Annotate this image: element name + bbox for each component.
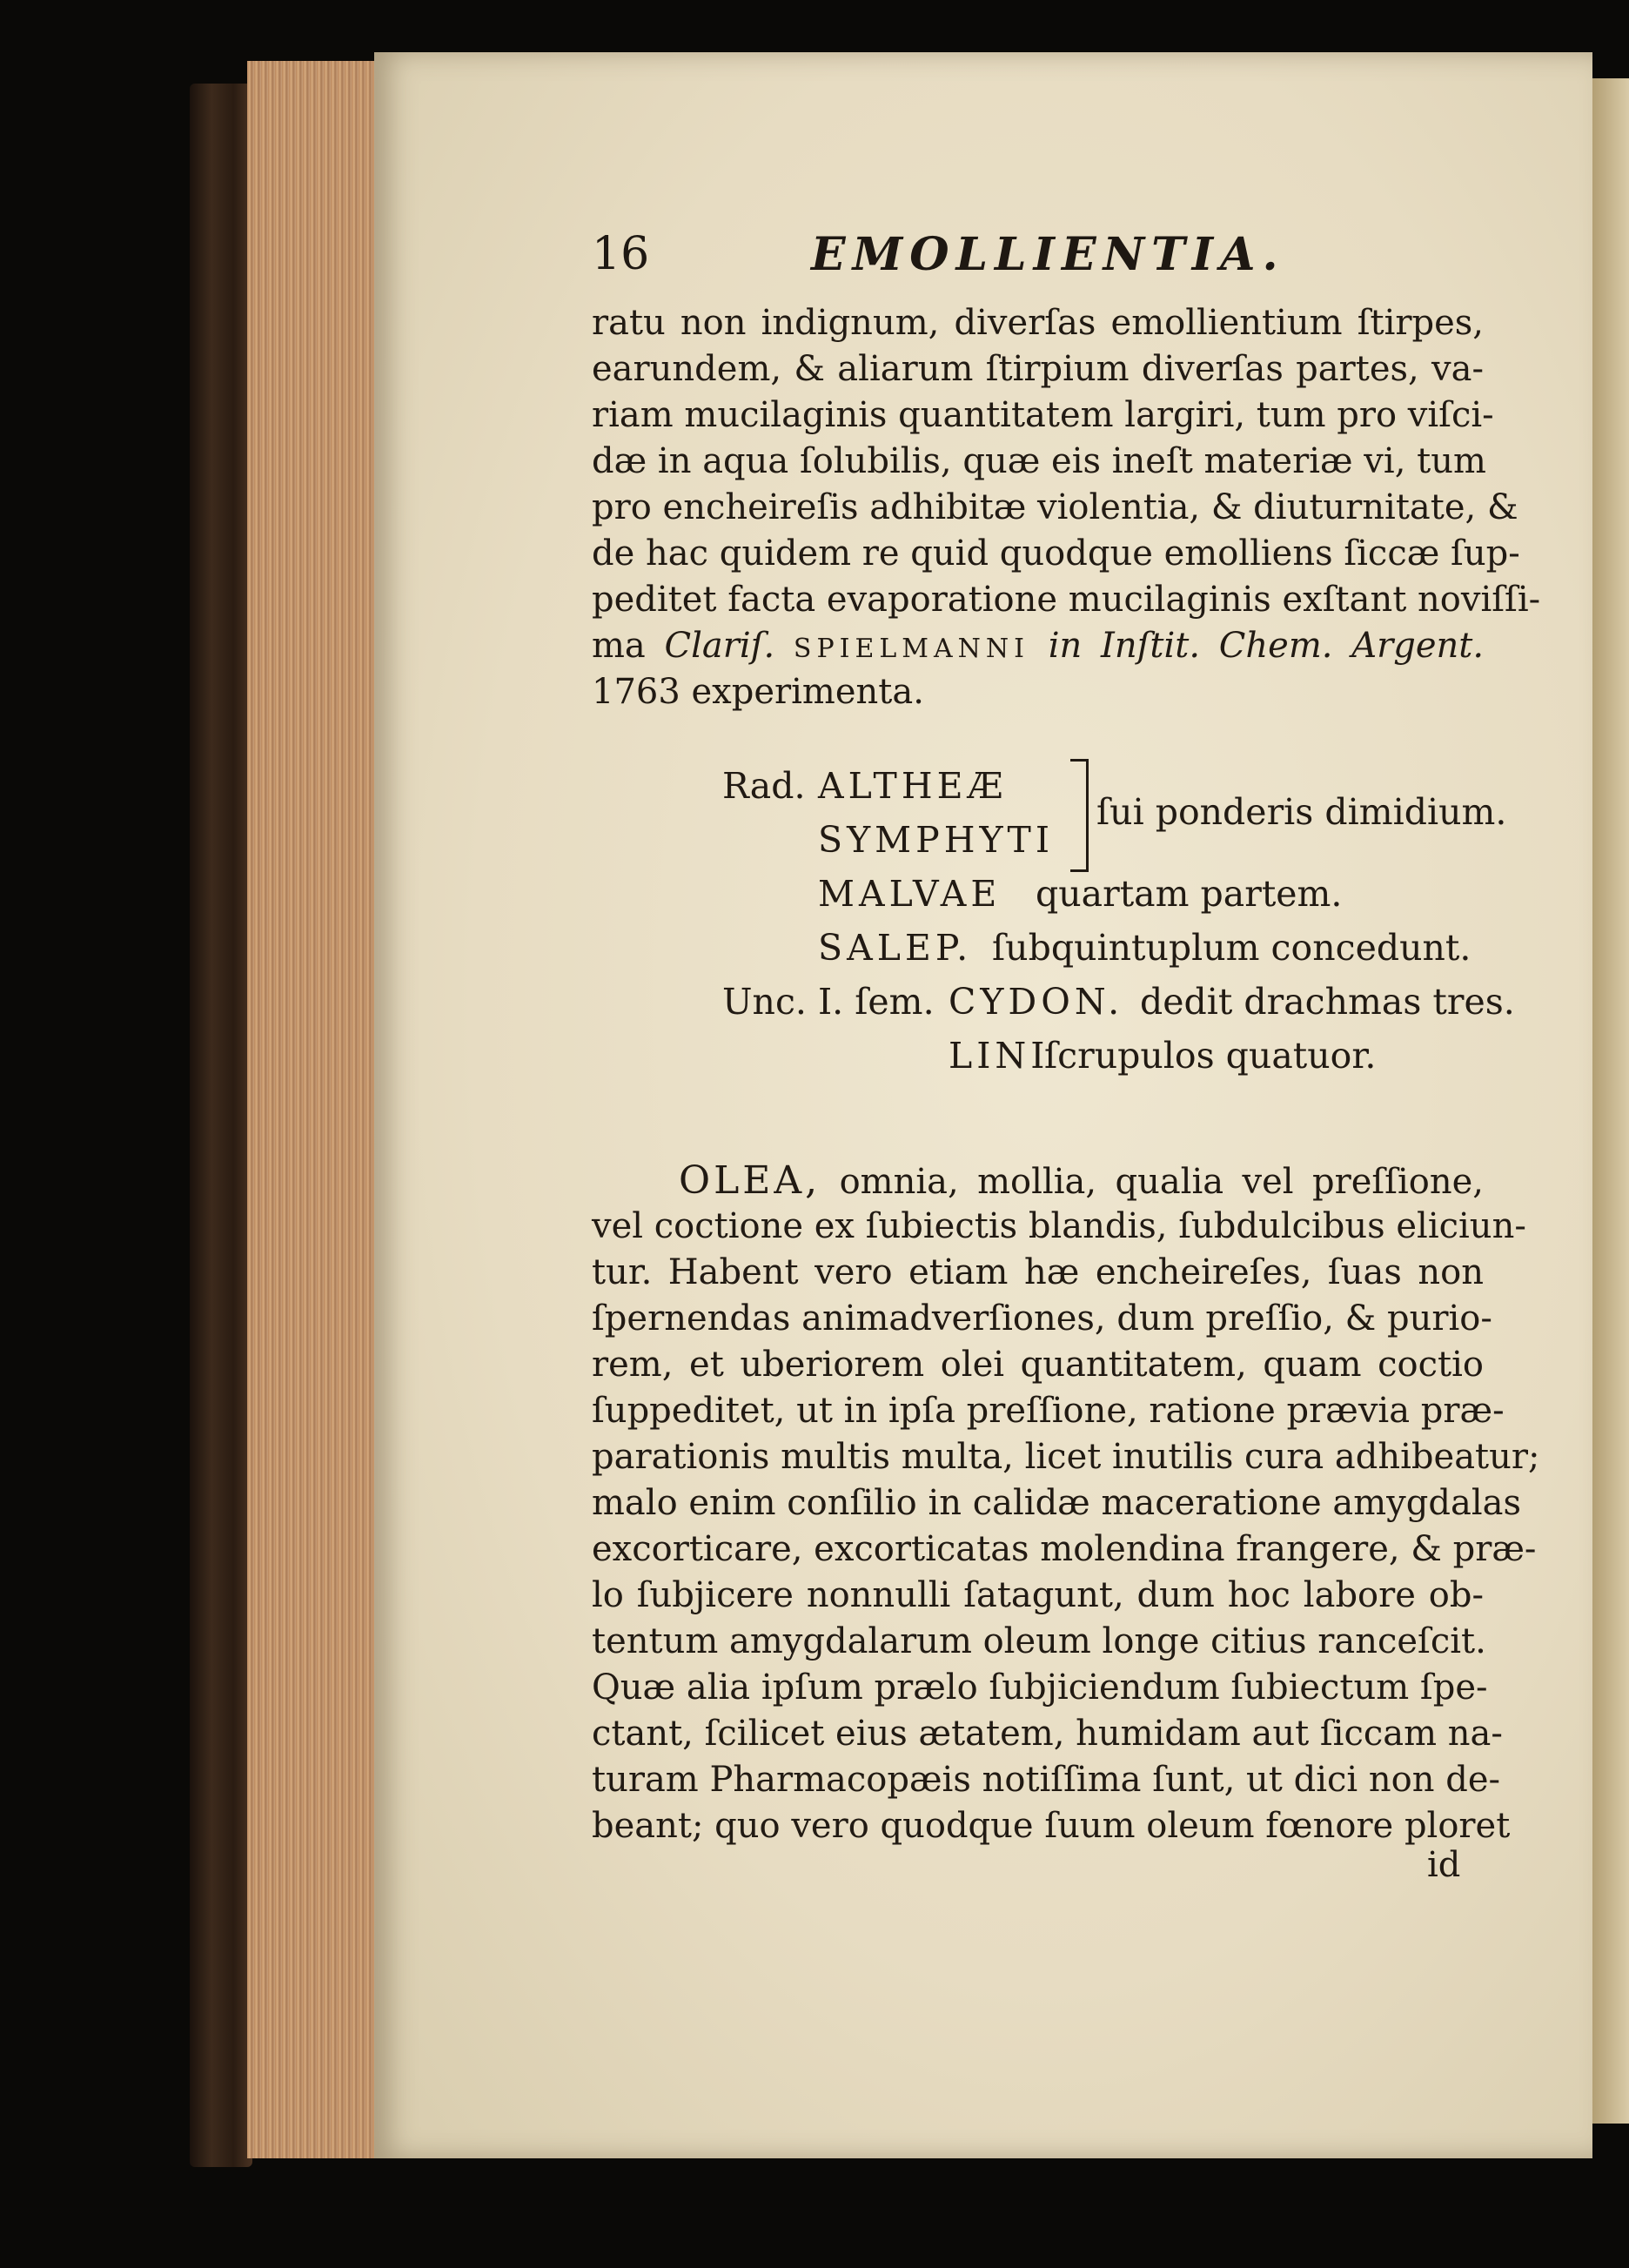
citation-author: SPIELMANNI — [793, 634, 1030, 664]
text-line: ctant, ſcilicet eius ætatem, humidam aut ſiccam na- — [592, 1714, 1503, 1754]
page-header — [592, 228, 1505, 280]
page-number: 16 — [592, 228, 650, 280]
text-fragment: omnia, mollia, qualia vel preſſione, — [839, 1162, 1484, 1202]
text-line: lo ſubjicere nonnulli ſatagunt, dum hoc labore ob- — [592, 1575, 1484, 1615]
paragraph-2 — [592, 1157, 1540, 1849]
citation-instit: Inſtit. — [1101, 626, 1201, 666]
unc-label: Unc. I. ſem. — [722, 981, 935, 1023]
text-line: tentum amygdalarum oleum longe citius ranceſcit. — [592, 1621, 1486, 1661]
lini-amount: ſcrupulos quatuor. — [1044, 1035, 1377, 1077]
text-line: pro encheireſis adhibitæ violentia, & diuturnitate, & — [592, 487, 1518, 527]
text-line: 1763 experimenta. — [592, 672, 924, 712]
text-fragment: ma — [592, 626, 665, 666]
recipe-row — [722, 1029, 1488, 1083]
text-line: de hac quidem re quid quodque emolliens ſiccæ ſup- — [592, 533, 1520, 574]
brace-annotation: ſui ponderis dimidium. — [1096, 791, 1507, 833]
text-line: rem, et uberiorem olei quantitatem, quam coctio — [592, 1345, 1484, 1385]
page-edges — [247, 61, 379, 2158]
text-line: beant; quo vero quodque ſuum oleum fœnore ploret — [592, 1806, 1511, 1846]
text-line — [592, 623, 1484, 669]
catchword: id — [1427, 1845, 1461, 1885]
drug-symphyti: SYMPHYTI — [818, 819, 1055, 861]
text-line: excorticare, excorticatas molendina frangere, & præ- — [592, 1529, 1537, 1569]
citation-chem: Chem. — [1218, 626, 1333, 666]
recipe-row — [722, 813, 1488, 867]
book-binding — [190, 84, 252, 2167]
recipe-row — [722, 975, 1515, 1029]
paragraph-1 — [592, 300, 1541, 715]
paragraph-lead: OLEA, — [679, 1158, 821, 1203]
drug-lini: LINI — [949, 1035, 1049, 1077]
malvae-amount: quartam partem. — [1036, 873, 1343, 915]
citation-in: in — [1048, 626, 1083, 666]
salep-amount: ſubquintuplum concedunt. — [992, 927, 1471, 969]
text-line: ſpernendas animadverſiones, dum preſſio, & purio- — [592, 1298, 1492, 1339]
text-line: earundem, & aliarum ſtirpium diverſas partes, va- — [592, 349, 1484, 389]
rad-label: Rad. — [722, 765, 806, 807]
cydon-amount: dedit drachmas tres. — [1140, 981, 1515, 1023]
text-line: parationis multis multa, licet inutilis cura adhibeatur; — [592, 1437, 1540, 1477]
drug-malvae: MALVAE — [818, 873, 1002, 915]
text-line: vel coctione ex ſubiectis blandis, ſubdulcibus eliciun- — [592, 1206, 1526, 1246]
text-line: tur. Habent vero etiam hæ encheireſes, ſuas non — [592, 1252, 1484, 1292]
text-line: peditet facta evaporatione mucilaginis exſtant noviſſi- — [592, 580, 1541, 620]
text-line: dæ in aqua ſolubilis, quæ eis ineſt materiæ vi, tum — [592, 441, 1486, 481]
text-line: Quæ alia ipſum prælo ſubjiciendum ſubiectum ſpe- — [592, 1667, 1488, 1708]
facing-page-edge — [1592, 78, 1629, 2124]
text-line: ratu non indignum, diverſas emollientium ſtirpes, — [592, 303, 1484, 343]
text-line — [592, 1157, 1484, 1204]
drug-salep: SALEP. — [818, 927, 973, 969]
text-line: riam mucilaginis quantitatem largiri, tum pro viſci- — [592, 395, 1494, 435]
text-line: ſuppeditet, ut in ipſa preſſione, ratione prævia præ- — [592, 1391, 1505, 1431]
citation-argent: Argent. — [1351, 626, 1485, 666]
recipe-row — [722, 759, 1507, 833]
text-line: malo enim conſilio in calidæ maceratione amygdalas — [592, 1483, 1522, 1523]
drug-althaea: ALTHEÆ — [818, 765, 1008, 807]
citation-claris: Clariſ. — [664, 626, 775, 666]
recipe-row — [722, 867, 1488, 921]
recipe-table — [722, 759, 1515, 1083]
drug-cydon: CYDON. — [949, 981, 1124, 1023]
recipe-row — [722, 921, 1488, 975]
running-title: EMOLLIENTIA. — [811, 228, 1285, 281]
text-line: turam Pharmacopæis notiſſima ſunt, ut dici non de- — [592, 1760, 1501, 1800]
